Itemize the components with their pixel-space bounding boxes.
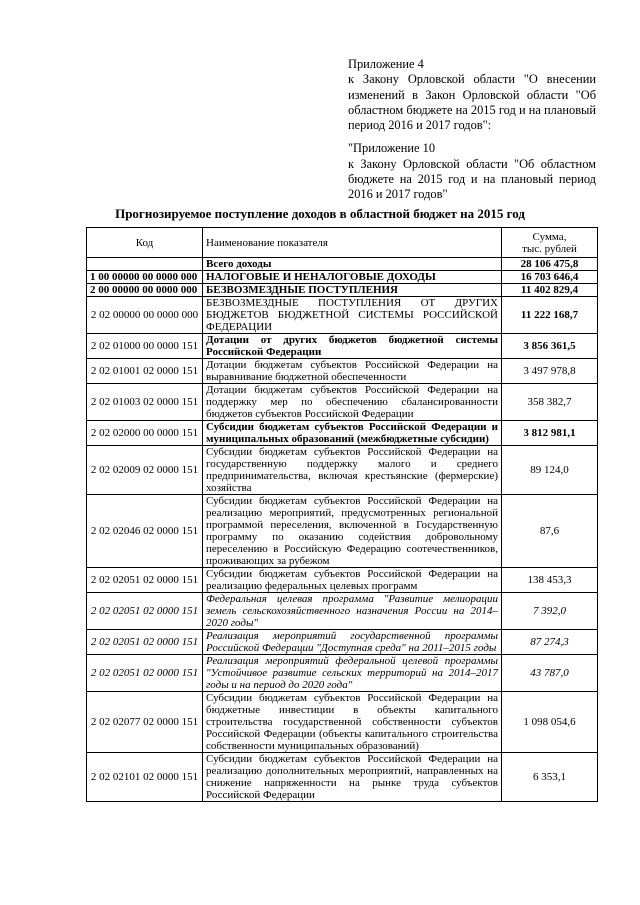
row-code: 2 00 00000 00 0000 000 <box>87 284 203 297</box>
table-row <box>87 334 598 359</box>
row-name: Субсидии бюджетам субъектов Российской Федерации и муниципальных образований (межбюджетные субсидии) <box>203 421 502 446</box>
table-row <box>87 359 598 384</box>
row-amount: 1 098 054,6 <box>502 692 598 753</box>
row-code: 2 02 02051 02 0000 151 <box>87 593 203 630</box>
row-name: Субсидии бюджетам субъектов Российской Федерации на государственную поддержку малого и среднего предпринимательства, включая крестьянские (фермерские) хозяйства <box>203 446 502 495</box>
row-name: Всего доходы <box>203 258 502 271</box>
row-name: Дотации бюджетам субъектов Российской Федерации на поддержку мер по обеспечению сбалансированности бюджетов субъектов Российской Федерации <box>203 384 502 421</box>
appendix-4-title: Приложение 4 <box>348 57 424 71</box>
table-row <box>87 421 598 446</box>
row-name: Субсидии бюджетам субъектов Российской Федерации на реализацию дополнительных мероприятий, направленных на снижение напряженности на рынке труда субъектов Российской Федерации <box>203 753 502 802</box>
table-row <box>87 271 598 284</box>
column-header-amount <box>502 228 598 258</box>
row-amount: 3 812 981,1 <box>502 421 598 446</box>
table-row <box>87 753 598 802</box>
row-code: 2 02 02000 00 0000 151 <box>87 421 203 446</box>
table-row <box>87 258 598 271</box>
table-row <box>87 284 598 297</box>
row-name: БЕЗВОЗМЕЗДНЫЕ ПОСТУПЛЕНИЯ <box>203 284 502 297</box>
appendix-10-block <box>348 141 596 202</box>
table-row <box>87 446 598 495</box>
table-row <box>87 384 598 421</box>
row-code: 2 02 00000 00 0000 000 <box>87 297 203 334</box>
row-code: 2 02 02077 02 0000 151 <box>87 692 203 753</box>
row-code: 2 02 02051 02 0000 151 <box>87 655 203 692</box>
row-name: Субсидии бюджетам субъектов Российской Федерации на бюджетные инвестиции в объекты капитального строительства государственной собственности субъектов Российской Федерации (объекты капитального строительства собственности муниципальных образований) <box>203 692 502 753</box>
table-row <box>87 495 598 568</box>
table-header-row <box>87 228 598 258</box>
appendix-4-text: к Закону Орловской области "О внесении изменений в Закон Орловской области "Об областном бюджете на 2015 год и на плановый период 2016 и 2017 годов": <box>348 72 596 133</box>
page-title: Прогнозируемое поступление доходов в областной бюджет на 2015 год <box>115 206 525 221</box>
table-row <box>87 630 598 655</box>
row-name: Субсидии бюджетам субъектов Российской Федерации на реализацию федеральных целевых программ <box>203 568 502 593</box>
column-header-amount-line1: Сумма, <box>532 230 567 243</box>
table-row <box>87 655 598 692</box>
table-row <box>87 297 598 334</box>
table-row <box>87 568 598 593</box>
row-amount: 89 124,0 <box>502 446 598 495</box>
column-header-amount-line2: тыс. рублей <box>522 242 577 255</box>
row-amount: 3 497 978,8 <box>502 359 598 384</box>
row-name: Дотации бюджетам субъектов Российской Федерации на выравнивание бюджетной обеспеченности <box>203 359 502 384</box>
row-code: 1 00 00000 00 0000 000 <box>87 271 203 284</box>
row-name: Федеральная целевая программа "Развитие мелиорации земель сельскохозяйственного назначения России на 2014–2020 годы" <box>203 593 502 630</box>
appendix-10-text: к Закону Орловской области "Об областном бюджете на 2015 год и на плановый период 2016 и 2017 годов" <box>348 156 596 202</box>
row-name: Реализация мероприятий государственной программы Российской Федерации "Доступная среда" на 2011–2015 годы <box>203 630 502 655</box>
row-amount: 11 222 168,7 <box>502 297 598 334</box>
row-amount: 87 274,3 <box>502 630 598 655</box>
row-amount: 11 402 829,4 <box>502 284 598 297</box>
row-name: Реализация мероприятий федеральной целевой программы "Устойчивое развитие сельских территорий на 2014–2017 годы и на период до 2020 года" <box>203 655 502 692</box>
appendix-header <box>348 57 596 203</box>
row-amount: 138 453,3 <box>502 568 598 593</box>
table-row <box>87 692 598 753</box>
row-code: 2 02 02046 02 0000 151 <box>87 495 203 568</box>
row-name: БЕЗВОЗМЕЗДНЫЕ ПОСТУПЛЕНИЯ ОТ ДРУГИХ БЮДЖЕТОВ БЮДЖЕТНОЙ СИСТЕМЫ РОССИЙСКОЙ ФЕДЕРАЦИИ <box>203 297 502 334</box>
row-amount: 3 856 361,5 <box>502 334 598 359</box>
appendix-4-block <box>348 57 596 133</box>
row-amount: 7 392,0 <box>502 593 598 630</box>
row-amount: 16 703 646,4 <box>502 271 598 284</box>
row-code: 2 02 01000 00 0000 151 <box>87 334 203 359</box>
row-code: 2 02 02051 02 0000 151 <box>87 630 203 655</box>
row-amount: 358 382,7 <box>502 384 598 421</box>
row-code: 2 02 02051 02 0000 151 <box>87 568 203 593</box>
row-code: 2 02 02101 02 0000 151 <box>87 753 203 802</box>
table-row <box>87 593 598 630</box>
row-code: 2 02 01001 02 0000 151 <box>87 359 203 384</box>
row-amount: 28 106 475,8 <box>502 258 598 271</box>
column-header-name: Наименование показателя <box>203 228 502 258</box>
row-amount: 43 787,0 <box>502 655 598 692</box>
row-code <box>87 258 203 271</box>
row-code: 2 02 02009 02 0000 151 <box>87 446 203 495</box>
row-code: 2 02 01003 02 0000 151 <box>87 384 203 421</box>
revenue-table <box>86 227 598 802</box>
row-amount: 87,6 <box>502 495 598 568</box>
row-amount: 6 353,1 <box>502 753 598 802</box>
row-name: Дотации от других бюджетов бюджетной системы Российской Федерации <box>203 334 502 359</box>
row-name: НАЛОГОВЫЕ И НЕНАЛОГОВЫЕ ДОХОДЫ <box>203 271 502 284</box>
row-name: Субсидии бюджетам субъектов Российской Федерации на реализацию мероприятий, предусмотренных региональной программой переселения, включенной в Государственную программу по оказанию содействия добровольному переселению в Российскую Федерацию соотечественников, проживающих за рубежом <box>203 495 502 568</box>
column-header-code: Код <box>87 228 203 258</box>
appendix-10-title: "Приложение 10 <box>348 141 436 156</box>
